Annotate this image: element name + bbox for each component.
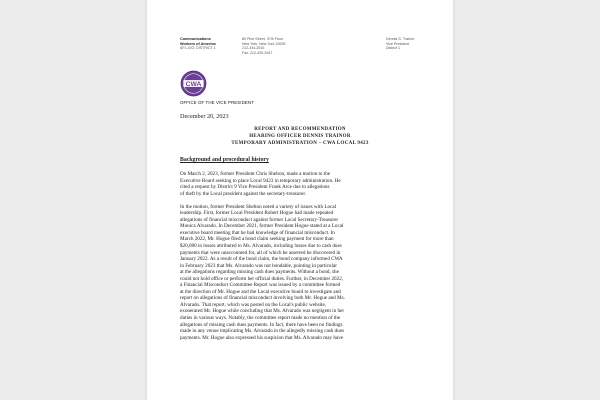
address-line: Fax: 212-425-2947 <box>242 50 273 55</box>
office-label: OFFICE OF THE VICE PRESIDENT <box>180 100 254 105</box>
body-line: cited a request by District 9 Vice President Frank Arce due to allegations <box>180 184 330 191</box>
body-line: In the motion, former President Shelton noted a variety of issues with Local <box>180 203 337 210</box>
body-line: allegations of financial misconduct against former Local Secretary-Treasurer <box>180 216 339 223</box>
body-line: Alvarado. That report, which was posted on the Local's public website, <box>180 301 327 308</box>
body-line: March 2022, Mr. Hogue filed a bond claim seeking payment for more than <box>180 236 334 243</box>
document-body <box>180 171 423 348</box>
body-line: duties in various ways. Notably, the committee report made no mention of the <box>180 314 341 321</box>
body-paragraph <box>180 204 423 341</box>
letterhead <box>180 37 433 61</box>
address-line: 212-344-2515 <box>242 46 265 51</box>
report-title <box>167 126 433 148</box>
body-line: Executive Board seeking to place Local 9423 in temporary administration. He <box>180 177 341 184</box>
title-line: REPORT AND RECOMMENDATION <box>254 127 346 132</box>
body-line: leadership. First, former Local President Robert Hogue had made repeated <box>180 210 334 217</box>
document-date: December 20, 2023 <box>180 113 229 120</box>
letterhead-person <box>386 37 446 51</box>
title-line: HEARING OFFICER DENNIS TRAINOR <box>249 134 351 140</box>
body-line: $20,000 in losses attributed to Ms. Alvarado, including losses due to cash dues <box>180 242 342 249</box>
body-line: exonerated Mr. Hogue while concluding that Ms. Alvarado was negligent in her <box>180 308 345 315</box>
body-line: On March 2, 2023, former President Chris Shelton, made a motion to the <box>180 171 331 177</box>
body-line: report on allegations of financial misconduct involving both Mr. Hogue and Ms. <box>180 295 345 302</box>
body-line: in February 2023 that Ms. Alvarado was not bondable, pointing in particular <box>180 262 337 269</box>
cwa-logo-icon <box>180 70 207 97</box>
body-line: executive board meeting that he had knowledge of financial misconduct. In <box>180 229 335 236</box>
address-line: 80 Pine Street, 37th Floor <box>242 37 283 41</box>
letterhead-address <box>242 37 322 55</box>
title-line: TEMPORARY ADMINISTRATION – CWA LOCAL 9423 <box>231 141 369 147</box>
letterhead-organization <box>180 37 242 51</box>
org-name-line1: Communications <box>180 37 211 41</box>
org-name-line2: Workers of America <box>180 41 216 46</box>
body-line: Monica Alvarado. In December 2021, former President Hogue stated at a Local <box>180 223 344 230</box>
body-line: a Financial Misconduct Committee Report was issued by a committee formed <box>180 282 341 289</box>
document-page <box>147 0 453 400</box>
body-line: of theft by the Local president against the secretary-treasurer. <box>180 190 307 197</box>
body-line: payments that were unaccounted for, all of which he asserted he discovered in <box>180 249 341 256</box>
section-heading: Background and procedural history <box>180 157 269 163</box>
body-line: allegations of missing cash dues payments. In fact, there have been no findings <box>180 321 343 328</box>
body-line: January 2022. As a result of the bond claim, the bond company informed CWA <box>180 256 343 263</box>
org-name-line3: AFL-CIO, DISTRICT 1 <box>180 46 216 51</box>
person-line: Vice President <box>386 41 410 46</box>
body-paragraph <box>180 171 423 197</box>
body-line: payments. Mr. Hogue also expressed his suspicion that Ms. Alvarado may have <box>180 334 344 341</box>
body-line: at the direction of Mr. Hogue and the Local executive board to investigate and <box>180 288 341 295</box>
logo-text: CWA <box>185 80 202 88</box>
body-line: at the allegations regarding missing cash dues payments. Without a bond, she <box>180 269 339 276</box>
person-line: Dennis G. Trainor <box>386 37 415 41</box>
person-line: District 1 <box>386 46 400 51</box>
address-line: New York, New York 10005 <box>242 41 286 46</box>
body-line: made in any venue implicating Ms. Alvarado in the allegedly missing cash dues <box>180 328 345 335</box>
body-line: could not hold office or perform her official duties. Further, in December 2022, <box>180 275 344 282</box>
